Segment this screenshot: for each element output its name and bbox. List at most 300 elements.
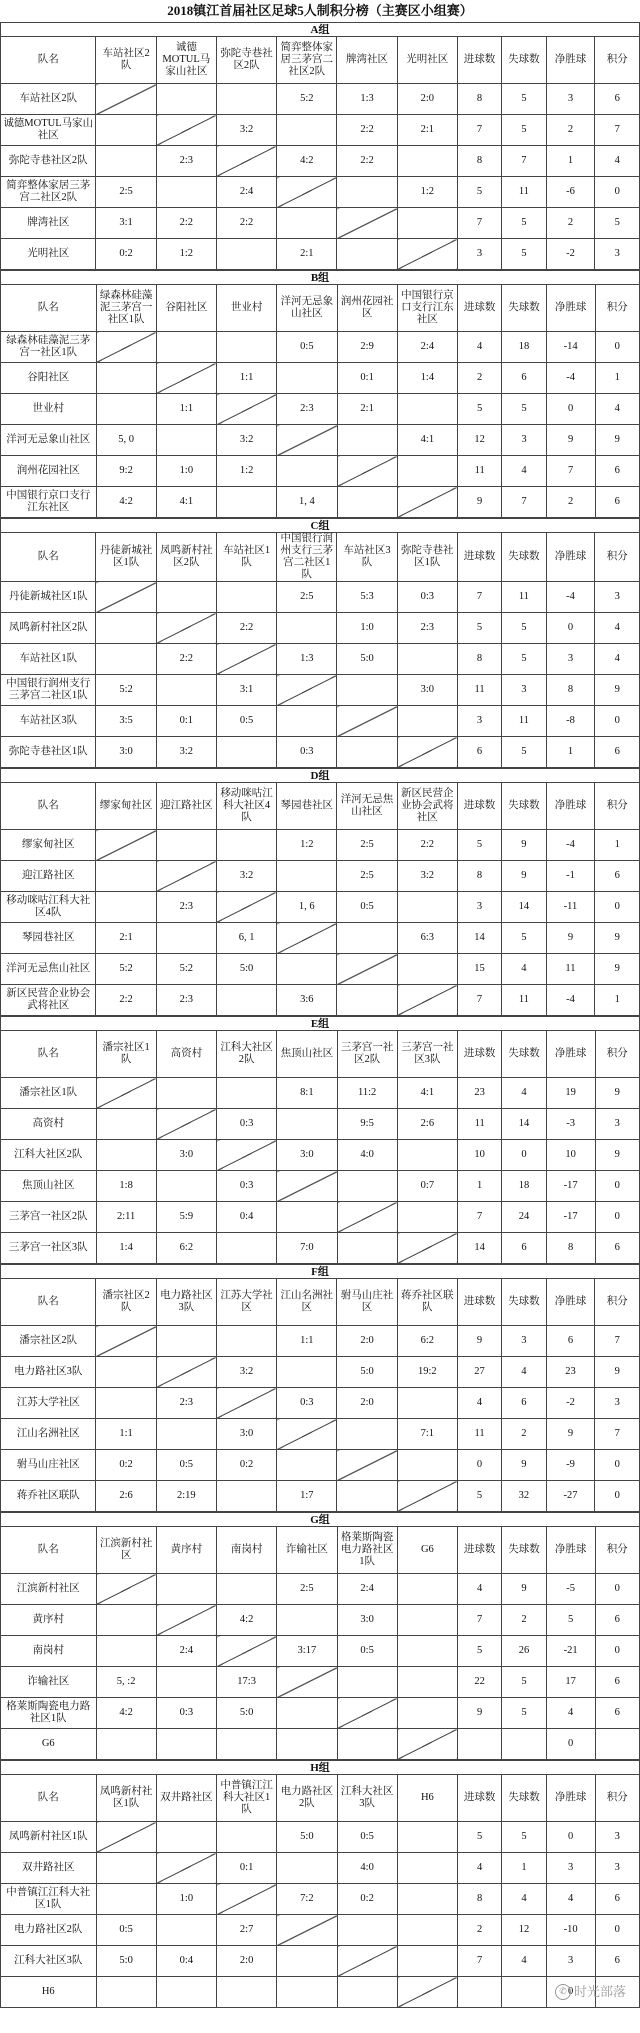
match-result <box>156 84 216 115</box>
stat-value: 5 <box>502 613 546 644</box>
table-row <box>1 1450 640 1481</box>
match-result <box>277 1357 337 1388</box>
stat-value: 5 <box>502 644 546 675</box>
stat-value: 26 <box>502 1636 546 1667</box>
match-result: 1:1 <box>217 363 277 394</box>
self-match-cell <box>216 892 276 923</box>
opponent-header: 车站社区2队 <box>96 37 156 84</box>
stat-value: 22 <box>458 1667 502 1698</box>
stat-value <box>502 1977 546 2008</box>
match-result <box>397 1884 457 1915</box>
table-row <box>1 1419 640 1450</box>
stat-value: 15 <box>457 954 501 985</box>
self-match-cell <box>277 177 337 208</box>
match-result: 2:7 <box>217 1915 277 1946</box>
team-name: 牌湾社区 <box>1 208 96 239</box>
match-result: 2:1 <box>277 239 337 270</box>
stat-value: 6 <box>502 1388 546 1419</box>
match-result: 1:2 <box>277 830 337 861</box>
match-result: 2:3 <box>156 892 216 923</box>
stat-value: 14 <box>457 923 501 954</box>
stat-value: 6 <box>595 456 639 487</box>
stat-value: 1 <box>595 985 640 1016</box>
match-result: 3:6 <box>277 985 337 1016</box>
match-result: 5:2 <box>96 954 156 985</box>
match-result: 3:2 <box>156 737 216 768</box>
match-result: 3:2 <box>216 1357 276 1388</box>
match-result <box>156 1419 216 1450</box>
stat-header: 失球数 <box>502 533 546 582</box>
match-result <box>156 177 216 208</box>
opponent-header: 江科大社区2队 <box>217 1031 277 1078</box>
self-match-cell <box>96 582 156 613</box>
table-row <box>1 456 640 487</box>
stat-value: 4 <box>595 644 640 675</box>
table-row <box>1 1481 640 1512</box>
stat-value: 24 <box>502 1202 546 1233</box>
match-result <box>96 146 156 177</box>
opponent-header: 潘宗社区1队 <box>96 1031 156 1078</box>
opponent-header: 蒋乔社区联队 <box>397 1279 457 1326</box>
stat-value: -4 <box>546 985 595 1016</box>
self-match-cell <box>337 706 397 737</box>
match-result: 2:5 <box>96 177 156 208</box>
opponent-header: 三茅宫一社区3队 <box>397 1031 457 1078</box>
stat-header: 进球数 <box>458 1031 502 1078</box>
match-result: 5:3 <box>337 582 397 613</box>
match-result <box>216 830 276 861</box>
match-result: 3:2 <box>397 861 457 892</box>
self-match-cell <box>277 1667 337 1698</box>
table-row <box>1 239 640 270</box>
team-name: 蒋乔社区联队 <box>1 1481 96 1512</box>
match-result: 2:3 <box>397 613 457 644</box>
stat-header: 进球数 <box>457 533 501 582</box>
stat-value: 0 <box>595 332 639 363</box>
stat-value: 3 <box>457 239 501 270</box>
match-result <box>397 706 457 737</box>
match-result: 2:3 <box>277 394 337 425</box>
match-result <box>217 1078 277 1109</box>
match-result: 3:0 <box>156 1140 216 1171</box>
self-match-cell <box>337 1202 397 1233</box>
opponent-header: 潘宗社区2队 <box>96 1279 156 1326</box>
match-result: 3:1 <box>96 208 156 239</box>
team-name: 潘宗社区2队 <box>1 1326 96 1357</box>
match-result <box>217 1233 277 1264</box>
stat-value: 10 <box>458 1140 502 1171</box>
match-result: 5:2 <box>156 954 216 985</box>
match-result: 5:2 <box>96 675 156 706</box>
match-result: 0:2 <box>96 239 156 270</box>
match-result <box>397 146 457 177</box>
match-result: 1:1 <box>96 1419 156 1450</box>
stat-header: 失球数 <box>502 37 546 84</box>
match-result <box>96 613 156 644</box>
match-result: 1:0 <box>337 613 397 644</box>
team-name: 驸马山庄社区 <box>1 1450 96 1481</box>
table-row <box>1 1140 640 1171</box>
stat-value: 6 <box>502 363 546 394</box>
stat-header: 积分 <box>595 285 639 332</box>
team-name: 凤鸣新村社区2队 <box>1 613 96 644</box>
match-result <box>156 1729 216 1760</box>
match-result: 1, 4 <box>277 487 337 518</box>
stat-value: 3 <box>502 1326 546 1357</box>
stat-value: 3 <box>457 892 501 923</box>
opponent-header: 润州花园社区 <box>337 285 397 332</box>
stat-value: 7 <box>457 582 501 613</box>
stat-value: 7 <box>502 146 546 177</box>
stat-value <box>458 1729 502 1760</box>
stat-header: 进球数 <box>457 37 501 84</box>
stat-value: 9 <box>595 923 640 954</box>
match-result: 5:2 <box>277 84 337 115</box>
stat-header: 积分 <box>595 1527 639 1574</box>
stat-value: 8 <box>546 675 595 706</box>
match-result <box>96 363 156 394</box>
stat-value: 5 <box>546 1605 595 1636</box>
stat-value: 11 <box>502 706 546 737</box>
stat-value: 6 <box>595 1884 639 1915</box>
match-result <box>216 1481 276 1512</box>
team-name: 绿森林硅藻泥三茅宫一社区1队 <box>1 332 97 363</box>
table-row <box>1 954 640 985</box>
stat-value: 1 <box>502 1853 546 1884</box>
table-row <box>1 1202 640 1233</box>
match-result <box>96 1109 156 1140</box>
match-result <box>337 1915 397 1946</box>
match-result: 2:11 <box>96 1202 156 1233</box>
match-result: 1:3 <box>277 644 337 675</box>
self-match-cell <box>96 332 156 363</box>
opponent-header: 黄序村 <box>156 1527 216 1574</box>
stat-value: 4 <box>502 1884 546 1915</box>
match-result <box>397 644 457 675</box>
match-result <box>397 1853 457 1884</box>
self-match-cell <box>96 830 156 861</box>
stat-header: 失球数 <box>502 1031 546 1078</box>
stat-value: 6 <box>595 737 640 768</box>
match-result: 5:0 <box>96 1946 156 1977</box>
stat-value: 7 <box>457 985 501 1016</box>
stat-value: 3 <box>502 675 546 706</box>
match-result <box>216 985 276 1016</box>
match-result <box>277 1450 337 1481</box>
stat-value: 8 <box>457 861 501 892</box>
stat-value: 6 <box>546 1326 595 1357</box>
match-result: 4:1 <box>156 487 216 518</box>
opponent-header: 新区民营企业协会武将社区 <box>397 783 457 830</box>
match-result <box>337 239 397 270</box>
match-result: 3:0 <box>277 1140 337 1171</box>
match-result: 0:2 <box>96 1450 156 1481</box>
match-result <box>217 332 277 363</box>
match-result: 2:5 <box>277 582 337 613</box>
match-result: 5:0 <box>277 1822 337 1853</box>
team-name: 车站社区2队 <box>1 84 96 115</box>
match-result <box>337 1977 397 2008</box>
team-name: 弥陀寺巷社区1队 <box>1 737 96 768</box>
match-result: 2:2 <box>337 146 397 177</box>
stat-value: 2 <box>502 1605 546 1636</box>
opponent-header: 洋河无忌象山社区 <box>277 285 337 332</box>
group-title: A组 <box>1 23 640 37</box>
self-match-cell <box>156 861 216 892</box>
match-result <box>277 1605 337 1636</box>
table-row <box>1 613 640 644</box>
stat-header: 进球数 <box>458 1775 502 1822</box>
stat-value: 9 <box>595 1078 639 1109</box>
match-result: 0:1 <box>156 706 216 737</box>
opponent-header: 绿森林硅藻泥三茅宫一社区1队 <box>96 285 156 332</box>
team-name: 三茅宫一社区2队 <box>1 1202 97 1233</box>
group-table <box>0 270 640 518</box>
match-result <box>277 1977 337 2008</box>
stat-value: 3 <box>502 425 546 456</box>
match-result: 4:2 <box>96 487 156 518</box>
stat-header: 进球数 <box>457 1279 501 1326</box>
stat-value: 6 <box>595 1946 639 1977</box>
match-result <box>156 1667 216 1698</box>
match-result: 2:2 <box>96 985 156 1016</box>
team-name: 江滨新村社区 <box>1 1574 97 1605</box>
stat-value: 7 <box>595 1419 640 1450</box>
opponent-header: 江科大社区3队 <box>337 1775 397 1822</box>
match-result <box>96 1853 156 1884</box>
match-result <box>96 1977 156 2008</box>
match-result <box>277 1946 337 1977</box>
team-header: 队名 <box>1 285 97 332</box>
stat-value: 14 <box>502 892 546 923</box>
stat-value: 9 <box>546 1419 595 1450</box>
stat-value: 5 <box>457 177 501 208</box>
group-table <box>0 768 640 1016</box>
stat-value: 6 <box>595 1698 639 1729</box>
match-result: 5:0 <box>337 1357 397 1388</box>
stat-value: 5 <box>457 613 501 644</box>
team-name: 江科大社区2队 <box>1 1140 97 1171</box>
stat-value: 0 <box>546 1822 595 1853</box>
stat-value: 3 <box>595 582 640 613</box>
match-result <box>156 1915 216 1946</box>
team-name: 移动咪咕江科大社区4队 <box>1 892 96 923</box>
team-name: 丹徒新城社区1队 <box>1 582 96 613</box>
stat-value: 9 <box>595 954 640 985</box>
team-header: 队名 <box>1 37 96 84</box>
match-result: 3:2 <box>216 861 276 892</box>
match-result: 0:2 <box>337 1884 397 1915</box>
stat-value: 4 <box>502 456 546 487</box>
stat-value: -9 <box>546 1450 595 1481</box>
stat-value: 5 <box>502 1822 546 1853</box>
stat-value: -27 <box>546 1481 595 1512</box>
match-result <box>96 644 156 675</box>
stat-value: 14 <box>458 1233 502 1264</box>
self-match-cell <box>96 84 156 115</box>
stat-value: 4 <box>502 1946 546 1977</box>
match-result: 2:2 <box>156 644 216 675</box>
self-match-cell <box>96 1574 156 1605</box>
team-name: 黄序村 <box>1 1605 97 1636</box>
match-result <box>277 706 337 737</box>
self-match-cell <box>96 1078 156 1109</box>
team-name: 光明社区 <box>1 239 96 270</box>
match-result <box>397 1915 457 1946</box>
stat-value: -6 <box>546 177 595 208</box>
team-name: H6 <box>1 1977 97 2008</box>
stat-value: 17 <box>546 1667 595 1698</box>
match-result: 2:4 <box>156 1636 216 1667</box>
table-row <box>1 861 640 892</box>
stat-header: 净胜球 <box>546 1527 595 1574</box>
team-name: 洋河无忌焦山社区 <box>1 954 96 985</box>
stat-header: 失球数 <box>502 1527 546 1574</box>
self-match-cell <box>216 1388 276 1419</box>
team-header: 队名 <box>1 1775 97 1822</box>
match-result: 2:4 <box>337 1574 397 1605</box>
stat-value: -17 <box>546 1171 595 1202</box>
table-row <box>1 1853 640 1884</box>
match-result: 0:1 <box>217 1853 277 1884</box>
self-match-cell <box>337 1946 397 1977</box>
opponent-header: 弥陀寺巷社区1队 <box>397 533 457 582</box>
stat-value: 9 <box>595 425 639 456</box>
group-title: G组 <box>1 1513 640 1527</box>
match-result <box>96 1605 156 1636</box>
match-result: 0:5 <box>156 1450 216 1481</box>
match-result: 3:5 <box>96 706 156 737</box>
opponent-header: 缪家甸社区 <box>96 783 156 830</box>
stat-header: 净胜球 <box>546 1775 595 1822</box>
page-title: 2018镇江首届社区足球5人制积分榜（主赛区小组赛） <box>167 3 473 18</box>
stat-value: 19 <box>546 1078 595 1109</box>
opponent-header: 简弈整体家居三茅宫二社区2队 <box>277 37 337 84</box>
table-row <box>1 1884 640 1915</box>
match-result: 4:0 <box>337 1853 397 1884</box>
table-row <box>1 332 640 363</box>
self-match-cell <box>217 1140 277 1171</box>
match-result: 1:3 <box>337 84 397 115</box>
table-row <box>1 487 640 518</box>
match-result <box>337 1729 397 1760</box>
table-row <box>1 394 640 425</box>
stat-value: -2 <box>546 1388 595 1419</box>
match-result <box>397 1667 457 1698</box>
self-match-cell <box>337 208 397 239</box>
match-result: 2:4 <box>397 332 457 363</box>
stat-value: 0 <box>595 1574 639 1605</box>
stat-value: 9 <box>502 861 546 892</box>
stat-value: -1 <box>546 861 595 892</box>
stat-header: 失球数 <box>502 1775 546 1822</box>
match-result: 2:2 <box>397 830 457 861</box>
match-result <box>96 115 156 146</box>
match-result <box>397 954 457 985</box>
match-result: 0:5 <box>277 332 337 363</box>
stat-value: 4 <box>458 1853 502 1884</box>
opponent-header: 江山名洲社区 <box>277 1279 337 1326</box>
match-result: 4:1 <box>397 425 457 456</box>
stat-value: 9 <box>458 1698 502 1729</box>
stat-header: 积分 <box>595 783 640 830</box>
self-match-cell <box>96 1326 156 1357</box>
match-result <box>216 84 276 115</box>
stat-value: 8 <box>546 1233 595 1264</box>
match-result <box>96 1884 156 1915</box>
stat-header: 净胜球 <box>546 533 595 582</box>
table-row <box>1 115 640 146</box>
opponent-header: 世业村 <box>217 285 277 332</box>
team-name: 格莱斯陶瓷电力路社区1队 <box>1 1698 97 1729</box>
stat-value: 4 <box>458 332 502 363</box>
match-result: 7:2 <box>277 1884 337 1915</box>
match-result: 1, 6 <box>277 892 337 923</box>
match-result <box>217 1729 277 1760</box>
stat-header: 净胜球 <box>546 783 595 830</box>
match-result <box>96 1636 156 1667</box>
stat-value: 6 <box>502 1233 546 1264</box>
team-name: G6 <box>1 1729 97 1760</box>
match-result <box>156 1574 216 1605</box>
match-result: 5, :2 <box>96 1667 156 1698</box>
team-name: 高资村 <box>1 1109 97 1140</box>
opponent-header: 弥陀寺巷社区2队 <box>216 37 276 84</box>
table-row <box>1 582 640 613</box>
match-result <box>397 1822 457 1853</box>
self-match-cell <box>397 1481 457 1512</box>
self-match-cell <box>277 425 337 456</box>
stat-value: 0 <box>546 1729 595 1760</box>
stat-value: 3 <box>595 239 640 270</box>
team-name: 诚德MOTUL马家山社区 <box>1 115 96 146</box>
stat-header: 净胜球 <box>546 285 595 332</box>
stat-value: 3 <box>546 1853 595 1884</box>
stat-value: 12 <box>458 425 502 456</box>
match-result <box>277 363 337 394</box>
self-match-cell <box>397 737 457 768</box>
match-result <box>96 394 156 425</box>
team-name: 缪家甸社区 <box>1 830 96 861</box>
match-result: 4:1 <box>397 1078 457 1109</box>
stat-value: 6 <box>595 1667 639 1698</box>
match-result: 2:5 <box>337 861 397 892</box>
match-result: 2:4 <box>216 177 276 208</box>
opponent-header: 车站社区3队 <box>337 533 397 582</box>
stat-value: 3 <box>595 1388 640 1419</box>
match-result: 17:3 <box>217 1667 277 1698</box>
team-name: 江科大社区3队 <box>1 1946 97 1977</box>
stat-value: 8 <box>457 84 501 115</box>
opponent-header: 洋河无忌焦山社区 <box>337 783 397 830</box>
stat-value: 23 <box>546 1357 595 1388</box>
match-result: 3:0 <box>96 737 156 768</box>
stat-value <box>458 1977 502 2008</box>
match-result: 3:1 <box>216 675 276 706</box>
stat-header: 进球数 <box>458 1527 502 1574</box>
self-match-cell <box>216 644 276 675</box>
match-result: 2:0 <box>337 1326 397 1357</box>
match-result <box>217 1822 277 1853</box>
stat-value: -2 <box>546 239 595 270</box>
stat-value: 0 <box>595 1450 640 1481</box>
stat-value: 6 <box>595 487 639 518</box>
match-result <box>397 892 457 923</box>
opponent-header: 格莱斯陶瓷电力路社区1队 <box>337 1527 397 1574</box>
self-match-cell <box>397 985 457 1016</box>
watermark-text: 时光部落 <box>573 1984 626 2000</box>
match-result: 2:2 <box>337 115 397 146</box>
